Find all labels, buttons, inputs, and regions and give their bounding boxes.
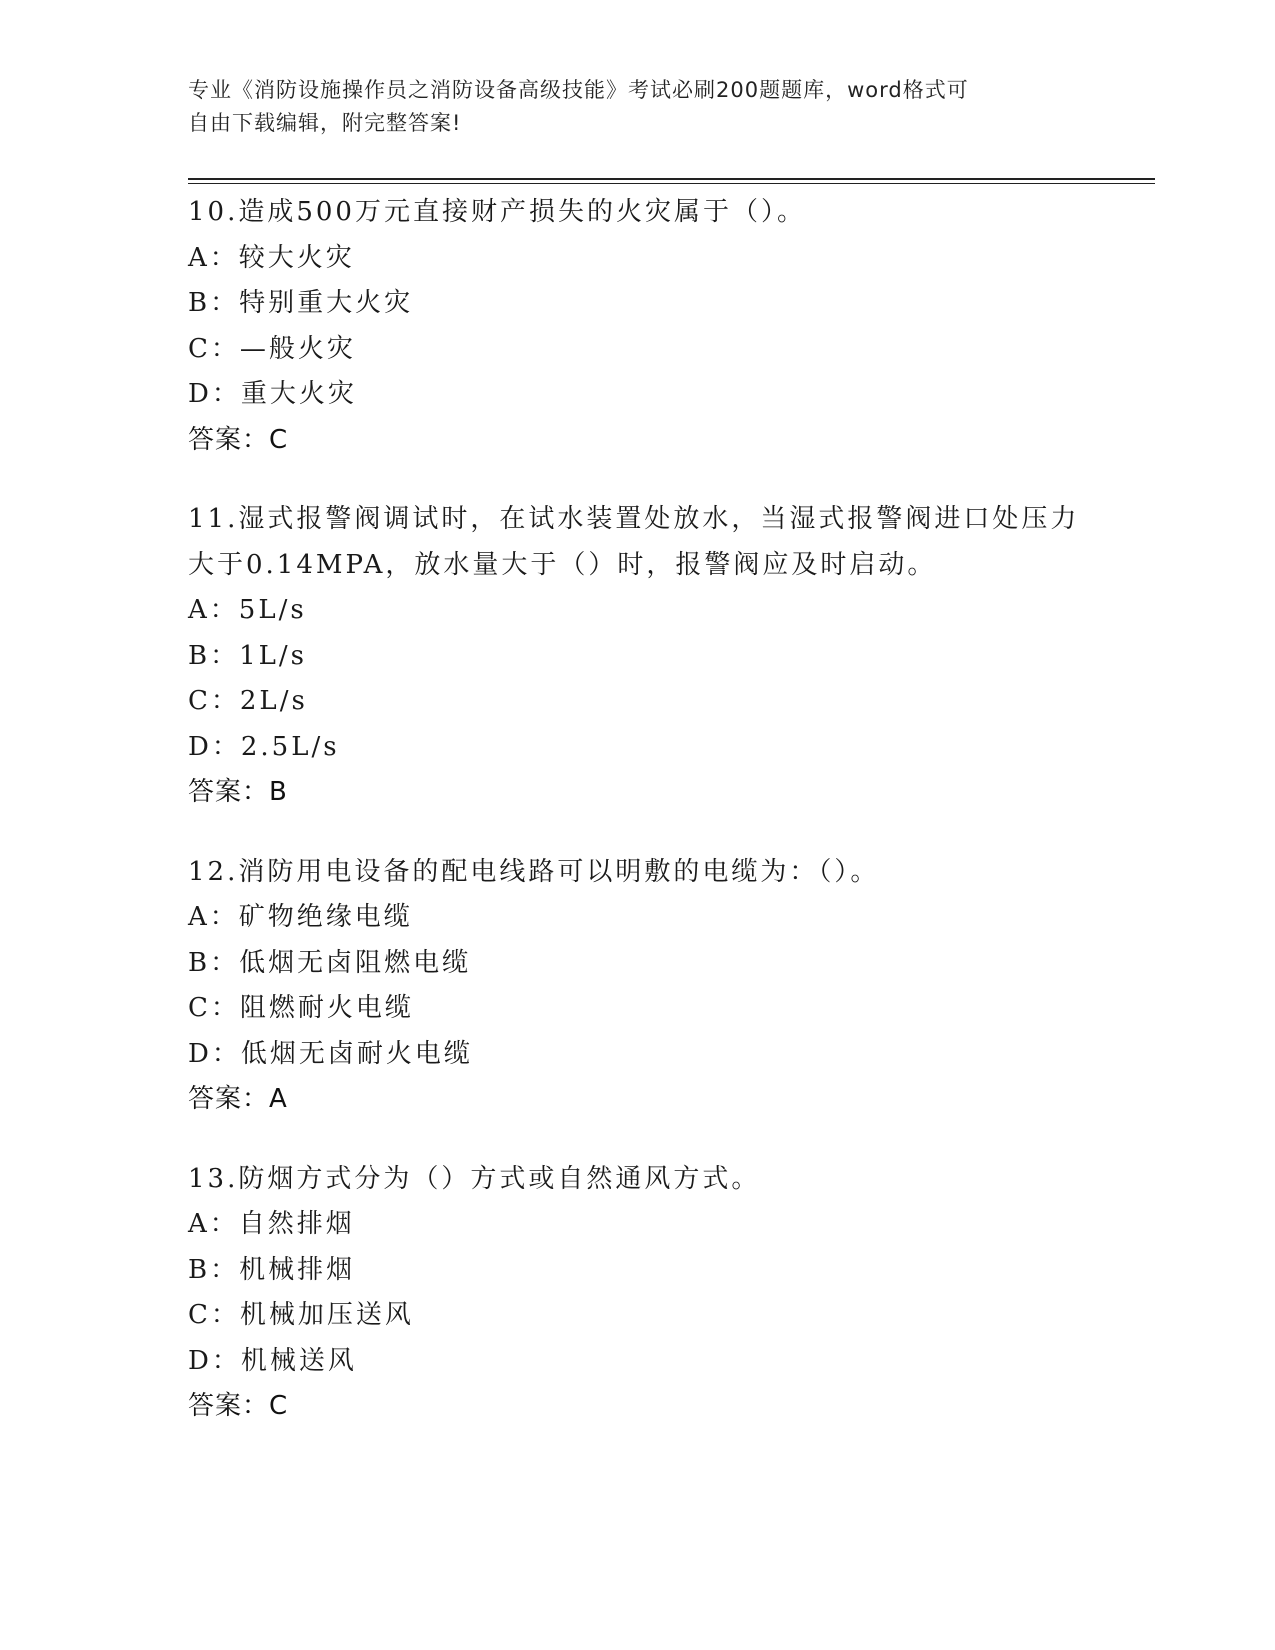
option-c: C：—般火灾 <box>188 333 356 364</box>
option-a: A：较大火灾 <box>188 242 355 273</box>
question-stem: 11.湿式报警阀调试时，在试水装置处放水，当湿式报警阀进口处压力 <box>188 504 1080 534</box>
question-10 <box>188 190 1088 463</box>
header-line-2: 自由下载编辑，附完整答案! <box>188 111 462 135</box>
option-b: B：1L/s <box>188 640 308 671</box>
option-d: D：重大火灾 <box>188 379 357 409</box>
question-13 <box>188 1157 1088 1430</box>
header-line-1: 专业《消防设施操作员之消防设备高级技能》考试必刷200题题库，word格式可 <box>188 78 969 102</box>
question-stem: 10.造成500万元直接财产损失的火灾属于（）。 <box>188 197 806 227</box>
option-c: C：机械加压送风 <box>188 1300 414 1330</box>
option-a: A：自然排烟 <box>188 1209 355 1239</box>
option-d: D：机械送风 <box>188 1345 357 1376</box>
question-11 <box>188 497 1088 816</box>
option-b: B：特别重大火灾 <box>188 288 414 318</box>
option-d: D：低烟无卤耐火电缆 <box>188 1038 473 1069</box>
question-12 <box>188 850 1088 1123</box>
question-stem: 13.防烟方式分为（）方式或自然通风方式。 <box>188 1163 761 1194</box>
option-c: C：阻燃耐火电缆 <box>188 993 414 1023</box>
answer-line: 答案：A <box>188 1084 288 1114</box>
option-a: A：5L/s <box>188 595 307 625</box>
answer-line: 答案：B <box>188 777 288 807</box>
option-c: C：2L/s <box>188 686 308 716</box>
answer-line: 答案：C <box>188 1391 289 1421</box>
option-b: B：低烟无卤阻燃电缆 <box>188 947 472 978</box>
option-d: D：2.5L/s <box>188 731 340 762</box>
question-list <box>188 190 1088 1464</box>
option-b: B：机械排烟 <box>188 1254 356 1285</box>
question-stem-continued: 大于0.14MPA，放水量大于（）时，报警阀应及时启动。 <box>188 549 937 580</box>
option-a: A：矿物绝缘电缆 <box>188 902 413 932</box>
question-stem: 12.消防用电设备的配电线路可以明敷的电缆为：（）。 <box>188 856 880 887</box>
header-divider-thick <box>188 178 1155 180</box>
document-header <box>188 74 1068 140</box>
header-divider-thin <box>188 183 1155 184</box>
answer-line: 答案：C <box>188 424 289 455</box>
